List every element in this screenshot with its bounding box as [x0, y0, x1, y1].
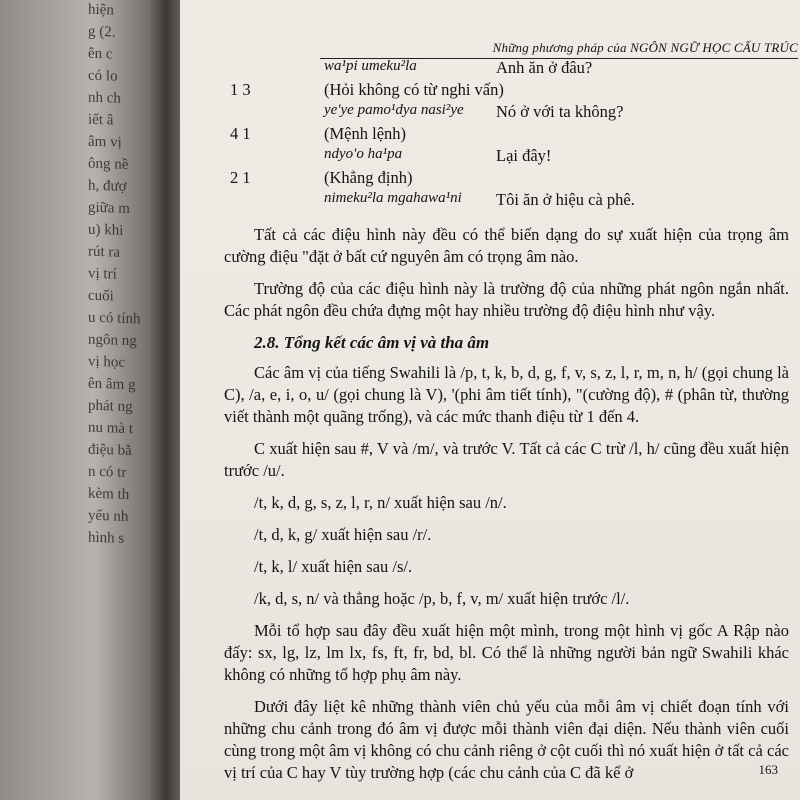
example-row	[224, 102, 789, 124]
paragraph-phoneme-inventory: Các âm vị của tiếng Swahili là /p, t, k, b, d, g, f, v, s, z, l, r, m, n, h/ (gọi chung là C), /a, e, i, o, u/ (gọi chung là V), '(phi âm tiết tính), "(cường độ), # (phân từ, thường viết thành một quãng trống), và các mức thanh điệu từ 1 đến 4.	[224, 363, 789, 426]
left-page-line: yếu nh	[88, 507, 129, 526]
section-heading: 2.8. Tổng kết các âm vị và tha âm	[254, 333, 490, 352]
left-page-line: ngôn ng	[88, 331, 137, 350]
tone-pattern-number: 1 3	[230, 80, 251, 99]
left-page-line: h, đượ	[88, 177, 127, 195]
left-page-line: ên âm g	[88, 375, 136, 394]
swahili-example: ndyo'o ha¹pa	[324, 146, 403, 162]
paragraph-intonation-variation: Tất cả các điệu hình này đều có thể biến dạng do sự xuất hiện của trọng âm cường điệu "đặt ở bất cứ nguyên âm có trọng âm nào.	[224, 225, 789, 266]
example-row	[224, 124, 789, 146]
distribution-line: /t, d, k, g/ xuất hiện sau /r/.	[254, 525, 432, 544]
pattern-label: (Hỏi không có từ nghi vấn)	[324, 80, 504, 99]
example-row	[224, 168, 789, 190]
left-page-line: cuối	[88, 287, 114, 305]
swahili-example: nimeku²la mgahawa¹ni	[324, 190, 462, 206]
left-page-line: iết â	[88, 111, 114, 129]
swahili-example: wa¹pi umeku²la	[324, 58, 417, 74]
left-page-line: vị trí	[88, 265, 117, 283]
left-page-line: điệu bằ	[88, 441, 132, 460]
page-number: 163	[758, 762, 778, 777]
distribution-line: /t, k, d, g, s, z, l, r, n/ xuất hiện sau /n/.	[254, 493, 507, 512]
distribution-line: /t, k, l/ xuất hiện sau /s/.	[254, 557, 413, 576]
page-content	[224, 58, 789, 784]
left-page-line: g (2.	[88, 23, 116, 41]
left-page-line: âm vị	[88, 133, 122, 151]
translation: Tôi ăn ở hiệu cà phê.	[496, 190, 635, 209]
left-page-line: rút ra	[88, 243, 121, 261]
paragraph-duration: Trường độ của các điệu hình này là trường độ của những phát ngôn ngắn nhất. Các phát ngôn đều chứa đựng một hay nhiều trường độ điệu hình như vậy.	[224, 279, 789, 320]
intonation-examples	[224, 58, 789, 212]
distribution-line: /k, d, s, n/ và thẳng hoặc /p, b, f, v, m/ xuất hiện trước /l/.	[254, 589, 630, 608]
left-page-line: n có tr	[88, 463, 127, 481]
pattern-label: (Mệnh lệnh)	[324, 124, 407, 143]
left-page-line: nu mà t	[88, 419, 133, 438]
tone-pattern-number: 2 1	[230, 168, 251, 187]
left-page-line: ên c	[88, 45, 113, 63]
pattern-label: (Khẳng định)	[324, 168, 413, 187]
running-header: Những phương pháp của NGÔN NGỮ HỌC CẤU TRÚC	[320, 40, 798, 59]
example-row	[224, 146, 789, 168]
left-page-line: u có tính	[88, 309, 141, 328]
example-row	[224, 58, 789, 80]
example-row	[224, 80, 789, 102]
left-facing-page	[0, 0, 170, 800]
left-page-line: u) khi	[88, 221, 124, 239]
paragraph-arabic-clusters: Mỗi tổ hợp sau đây đều xuất hiện một mình, trong một hình vị gốc A Rập nào đấy: sx, lg, lz, lm lx, fs, ft, fr, bd, bl. Có thể là những người bản ngữ Swahili khác không có những tổ hợp phụ âm này.	[224, 621, 789, 684]
translation: Anh ăn ở đâu?	[496, 58, 593, 77]
swahili-example: ye'ye pamo¹dya nasi²ye	[324, 102, 464, 118]
left-page-line: vị học	[88, 353, 126, 371]
translation: Lại đây!	[496, 146, 552, 165]
left-page-line: hiện	[88, 1, 114, 19]
book-page	[180, 0, 800, 800]
left-page-line: phát ng	[88, 397, 133, 416]
example-row	[224, 190, 789, 212]
left-page-line: có lo	[88, 67, 118, 85]
paragraph-consonant-distribution: C xuất hiện sau #, V và /m/, và trước V. Tất cả các C trừ /l, h/ cũng đều xuất hiện trước /u/.	[224, 439, 789, 480]
left-page-line: giữa m	[88, 199, 130, 218]
left-page-line: kèm th	[88, 485, 130, 504]
tone-pattern-number: 4 1	[230, 124, 251, 143]
left-page-line: hình s	[88, 529, 125, 547]
left-page-line: ông nề	[88, 155, 129, 174]
paragraph-allophone-listing: Dưới đây liệt kê những thành viên chủ yếu của mỗi âm vị chiết đoạn tính với những chu cảnh trong đó âm vị được mỗi thành viên đại diện. Nếu thành viên cuối cùng trong một âm vị không có chu cảnh riêng ở cột cuối thì nó xuất hiện ở tất cả các vị trí của C hay V tùy trường hợp (các chu cảnh của C đã kể ở	[224, 697, 789, 782]
left-page-line: nh ch	[88, 89, 121, 107]
translation: Nó ở với ta không?	[496, 102, 624, 121]
